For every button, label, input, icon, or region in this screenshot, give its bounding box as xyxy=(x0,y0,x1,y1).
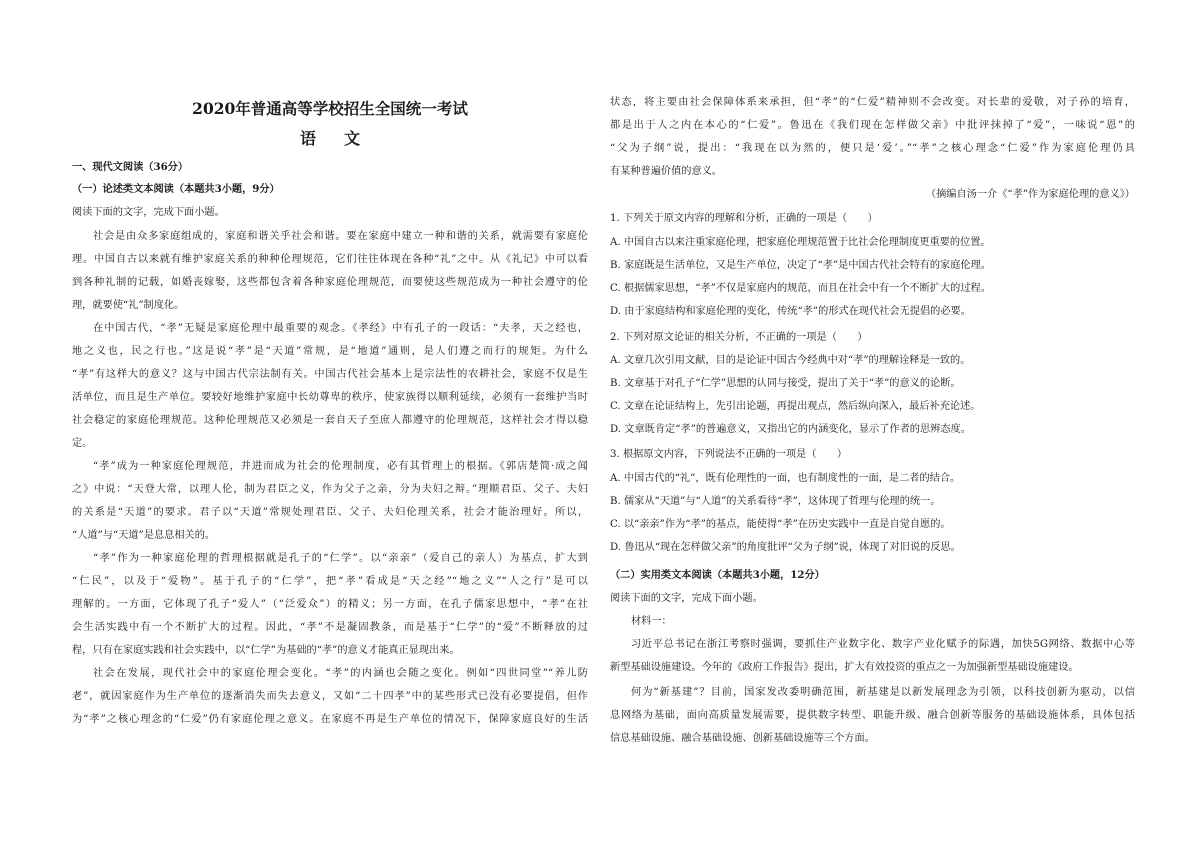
question-stem: 2. 下列对原文论证的相关分析，不正确的一项是（ ） xyxy=(610,332,868,343)
text-line: 地之义也，民之行也。”这是说“孝”是“天道”常规，是“地道”通则，是人们遵之而行的规矩。为什么 xyxy=(72,346,588,357)
option-c: C. 根据儒家思想，“孝”不仅是家庭内的规范，而且在社会中有一个不断扩大的过程。 xyxy=(610,283,991,294)
text-line: “孝”作为一种家庭伦理的哲理根据就是孔子的“仁学”。以“亲亲”（爱自己的亲人）为基点，扩大到 xyxy=(93,553,588,564)
option-a: A. 中国古代的“礼”，既有伦理性的一面，也有制度性的一面，是二者的结合。 xyxy=(610,473,961,484)
option-c: C. 以“亲亲”作为“孝”的基点，能使得“孝”在历史实践中一直是自觉自愿的。 xyxy=(610,519,951,530)
option-b: B. 家庭既是生活单位，又是生产单位，决定了“孝”是中国古代社会特有的家庭伦理。 xyxy=(610,260,991,271)
text-line: 息网络为基础，面向高质量发展需要，提供数字转型、职能升级、融合创新等服务的基础设施体系，具体包括 xyxy=(610,710,1135,721)
text-line: “仁民”，以及于“爱物”。基于孔子的“仁学”，把“孝”看成是“天之经”“地之义”“人之行”是可以 xyxy=(72,576,588,587)
text-line: “父为子纲”说，提出：“我现在以为然的，便只是‘爱’。”“孝”之核心理念“仁爱”作为家庭伦理仍具 xyxy=(610,143,1135,154)
subject-title: 语文 xyxy=(299,130,388,148)
text-line: 理解的。一方面，它体现了孔子“爱人”（“泛爱众”）的精义；另一方面，在孔子儒家思想中，“孝”在社 xyxy=(72,599,588,610)
option-d: D. 文章既肯定“孝”的普遍意义，又指出它的内涵变化，显示了作者的思辨态度。 xyxy=(610,424,971,435)
option-a: A. 文章几次引用文献，目的是论证中国古今经典中对“孝”的理解诠释是一致的。 xyxy=(610,355,971,366)
text-line: 定。 xyxy=(72,438,93,449)
text-line: 会生活实践中有一个不断扩大的过程。因此，“孝”不是凝固教条，而是基于“仁学”的“爱”不断释放的过 xyxy=(72,622,588,633)
text-line: 都是出于人之内在本心的“仁爱”。鲁迅在《我们现在怎样做父亲》中批评抹掉了“爱”，一味说“恩”的 xyxy=(610,120,1135,131)
text-line: 社会在发展，现代社会中的家庭伦理会变化。“孝”的内涵也会随之变化。例如“四世同堂”“养儿防 xyxy=(93,668,588,679)
option-d: D. 鲁迅从“现在怎样做父亲”的角度批评“父为子纲”说，体现了对旧说的反思。 xyxy=(610,542,961,553)
part-one-heading: （一）论述类文本阅读（本题共3小题，9分） xyxy=(72,183,280,195)
text-line: 习近平总书记在浙江考察时强调，要抓住产业数字化、数字产业化赋予的际遇，加快5G网络、数据中心等 xyxy=(631,639,1135,650)
text-line: 到各种礼制的记载，如婚丧嫁娶，这些都包含着各种家庭伦理规范，而要使这些规范成为一种社会遵守的伦 xyxy=(72,277,588,288)
text-line: “人道”与“天道”是息息相关的。 xyxy=(72,530,216,541)
text-line: 的关系是“天道”的要求。君子以“天道”常规处理君臣、父子、夫妇伦理关系，社会才能治理好。所以， xyxy=(72,507,588,518)
text-line: 社会稳定的家庭伦理规范。这种伦理规范又必须是一套自天子至庶人都遵守的伦理规范，这样社会才得以稳 xyxy=(72,415,588,426)
text-line: 理，就要使“礼”制度化。 xyxy=(72,300,185,311)
text-line: 程，只有在家庭实践和社会实践中，以“仁学”为基础的“孝”的意义才能真正显现出来。 xyxy=(72,645,460,656)
option-d: D. 由于家庭结构和家庭伦理的变化，传统“孝”的形式在现代社会无提倡的必要。 xyxy=(610,306,971,317)
option-b: B. 文章基于对孔子“仁学”思想的认同与接受，提出了关于“孝”的意义的论断。 xyxy=(610,378,961,389)
section-one-heading: 一、现代文阅读（36分） xyxy=(72,161,189,173)
text-line: 新型基础设施建设。今年的《政府工作报告》提出，扩大有效投资的重点之一为加强新型基础设施建设。 xyxy=(610,662,1079,673)
option-b: B. 儒家从“天道”与“人道”的关系看待“孝”，这体现了哲理与伦理的统一。 xyxy=(610,496,941,507)
text-line: 何为“新基建”？目前，国家发改委明确范围，新基建是以新发展理念为引领，以科技创新为驱动，以信 xyxy=(631,687,1135,698)
part-two-heading: （二）实用类文本阅读（本题共3小题，12分） xyxy=(610,569,825,581)
option-a: A. 中国自古以来注重家庭伦理，把家庭伦理规范置于比社会伦理制度更重要的位置。 xyxy=(610,237,991,248)
text-line: 社会是由众多家庭组成的，家庭和谐关乎社会和谐。要在家庭中建立一种和谐的关系，就需要有家庭伦 xyxy=(93,231,588,242)
source-citation: （摘编自汤一介《“孝”作为家庭伦理的意义》） xyxy=(925,189,1135,200)
text-line: 理。中国自古以来就有维护家庭关系的种种伦理规范，它们往往体现在各种“礼”之中。从《礼记》中可以看 xyxy=(72,254,588,265)
text-line: 有某种普遍价值的意义。 xyxy=(610,166,723,177)
text-line: 老”，就因家庭作为生产单位的逐渐消失而失去意义，又如“二十四孝”中的某些形式已没有必要提倡，但作 xyxy=(72,691,588,702)
instruction: 阅读下面的文字，完成下面小题。 xyxy=(72,207,225,218)
text-line: “孝”成为一种家庭伦理规范，并进而成为社会的伦理制度，必有其哲理上的根据。《郭店楚简·成之闻 xyxy=(93,461,588,472)
question-stem: 1. 下列关于原文内容的理解和分析，正确的一项是（ ） xyxy=(610,213,878,224)
text-line: 信息基础设施、融合基础设施、创新基础设施等三个方面。 xyxy=(610,733,875,744)
instruction: 阅读下面的文字，完成下面小题。 xyxy=(610,593,763,604)
material-label: 材料一： xyxy=(631,616,672,627)
option-c: C. 文章在论证结构上，先引出论题，再提出观点，然后纵向深入，最后补充论述。 xyxy=(610,401,981,412)
text-line: 在中国古代，“孝”无疑是家庭伦理中最重要的观念。《孝经》中有孔子的一段话：“夫孝，天之经也， xyxy=(93,323,588,334)
exam-title: 2020年普通高等学校招生全国统一考试 xyxy=(192,100,468,118)
text-line: 为“孝”之核心理念的“仁爱”仍有家庭伦理之意义。在家庭不再是生产单位的情况下，保障家庭良好的生活 xyxy=(72,714,588,725)
question-stem: 3. 根据原文内容，下列说法不正确的一项是（ ） xyxy=(610,449,848,460)
text-line: 状态，将主要由社会保障体系来承担，但“孝”的“仁爱”精神则不会改变。对长辈的爱敬，对子孙的培育， xyxy=(610,97,1135,108)
text-line: 活单位，而且是生产单位。要较好地维护家庭中长幼尊卑的秩序，使家族得以顺利延续，必须有一套维护当时 xyxy=(72,392,588,403)
text-line: 之》中说：“天登大常，以理人伦，制为君臣之义，作为父子之亲，分为夫妇之辩。”理顺君臣、父子、夫妇 xyxy=(72,484,588,495)
text-line: “孝”有这样大的意义？这与中国古代宗法制有关。中国古代社会基本上是宗法性的农耕社会，家庭不仅是生 xyxy=(72,369,588,380)
